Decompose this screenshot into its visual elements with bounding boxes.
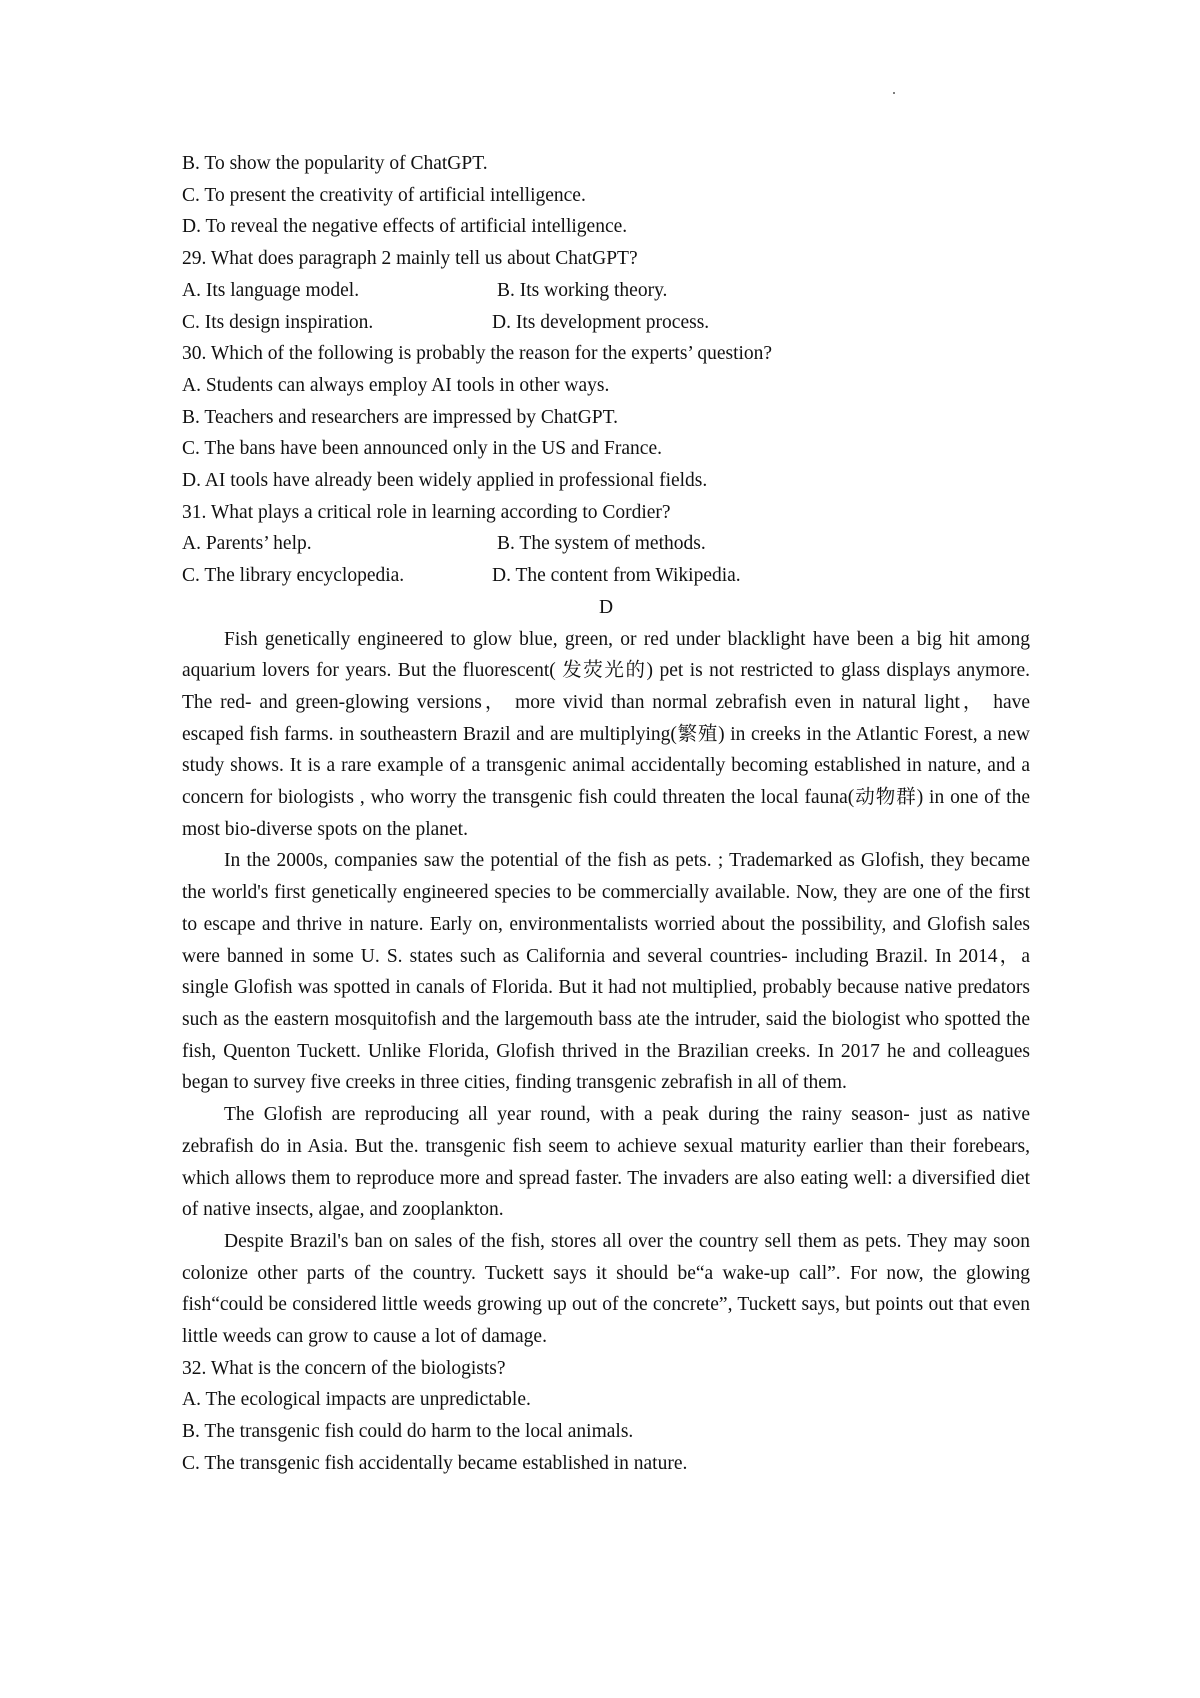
q31-option-d: D. The content from Wikipedia. <box>492 565 741 587</box>
q31-option-a: A. Parents’ help. <box>182 533 312 555</box>
q28-option-c: C. To present the creativity of artificial intelligence. <box>182 184 586 206</box>
passage-paragraph: The Glofish are reproducing all year round, with a peak during the rainy season- just as native zebrafish do in Asia. But the. transgenic fish seem to achieve sexual maturity earlier than their forebears, which allows them to reproduce more and spread faster. The invaders are also eating well: a diversified diet of native insects, algae, and zooplankton. <box>182 1104 1030 1221</box>
q29-option-c: C. Its design inspiration. <box>182 311 374 333</box>
passage-paragraph: Fish genetically engineered to glow blue, green, or red under blacklight have been a big hit among aquarium lovers for years. But the fluorescent( 发荧光的) pet is not restricted to glass displays anymore. The red- and green-glowing versions， more vivid than normal zebrafish even in natural light， have escaped fish farms. in southeastern Brazil and are multiplying(繁殖) in creeks in the Atlantic Forest, a new study shows. It is a rare example of a transgenic animal accidentally becoming established in nature, and a concern for biologists , who worry the transgenic fish could threaten the local fauna(动物群) in one of the most bio-diverse spots on the planet. <box>182 628 1030 840</box>
q31-stem: 31. What plays a critical role in learning according to Cordier? <box>182 501 671 523</box>
q31-option-c: C. The library encyclopedia. <box>182 565 405 587</box>
q32-option-c: C. The transgenic fish accidentally became established in nature. <box>182 1452 688 1474</box>
q32-option-a: A. The ecological impacts are unpredictable. <box>182 1389 531 1411</box>
q29-option-b: B. Its working theory. <box>497 279 668 301</box>
q30-stem: 30. Which of the following is probably the reason for the experts’ question? <box>182 343 773 365</box>
q32-stem: 32. What is the concern of the biologists? <box>182 1357 506 1379</box>
q30-option-d: D. AI tools have already been widely applied in professional fields. <box>182 470 708 492</box>
q29-stem: 29. What does paragraph 2 mainly tell us about ChatGPT? <box>182 248 638 270</box>
q29-options-row1 <box>182 275 1030 307</box>
q30-option-b: B. Teachers and researchers are impressed by ChatGPT. <box>182 406 618 428</box>
q30-option-c: C. The bans have been announced only in the US and France. <box>182 438 662 460</box>
q29-option-d: D. Its development process. <box>492 311 710 333</box>
q29-option-a: A. Its language model. <box>182 279 360 301</box>
q30-option-a: A. Students can always employ AI tools in other ways. <box>182 374 610 396</box>
q31-options-row1 <box>182 528 1030 560</box>
document-page <box>182 148 1030 1480</box>
passage-paragraph: Despite Brazil's ban on sales of the fish, stores all over the country sell them as pets. They may soon colonize other parts of the country. Tuckett says it should be“a wake-up call”. For now, the glowing fish“could be considered little weeds growing up out of the concrete”, Tuckett says, but points out that even little weeds can grow to cause a lot of damage. <box>182 1230 1030 1348</box>
q28-option-d: D. To reveal the negative effects of artificial intelligence. <box>182 216 628 238</box>
q31-option-b: B. The system of methods. <box>497 533 706 555</box>
scan-dot <box>893 92 895 94</box>
section-title: D <box>598 596 614 618</box>
passage-paragraph: In the 2000s, companies saw the potential of the fish as pets. ; Trademarked as Glofish, they became the world's first genetically engineered species to be commercially available. Now, they are one of the first to escape and thrive in nature. Early on, environmentalists worried about the possibility, and Glofish sales were banned in some U. S. states such as California and several countries- including Brazil. In 2014，a single Glofish was spotted in canals of Florida. But it had not multiplied, probably because native predators such as the eastern mosquitofish and the largemouth bass ate the intruder, said the biologist who spotted the fish, Quenton Tuckett. Unlike Florida, Glofish thrived in the Brazilian creeks. In 2017 he and colleagues began to survey five creeks in three cities, finding transgenic zebrafish in all of them. <box>182 850 1030 1094</box>
q31-options-row2 <box>182 560 1030 592</box>
q32-option-b: B. The transgenic fish could do harm to the local animals. <box>182 1421 634 1443</box>
q29-options-row2 <box>182 307 1030 339</box>
q28-option-b: B. To show the popularity of ChatGPT. <box>182 153 488 174</box>
